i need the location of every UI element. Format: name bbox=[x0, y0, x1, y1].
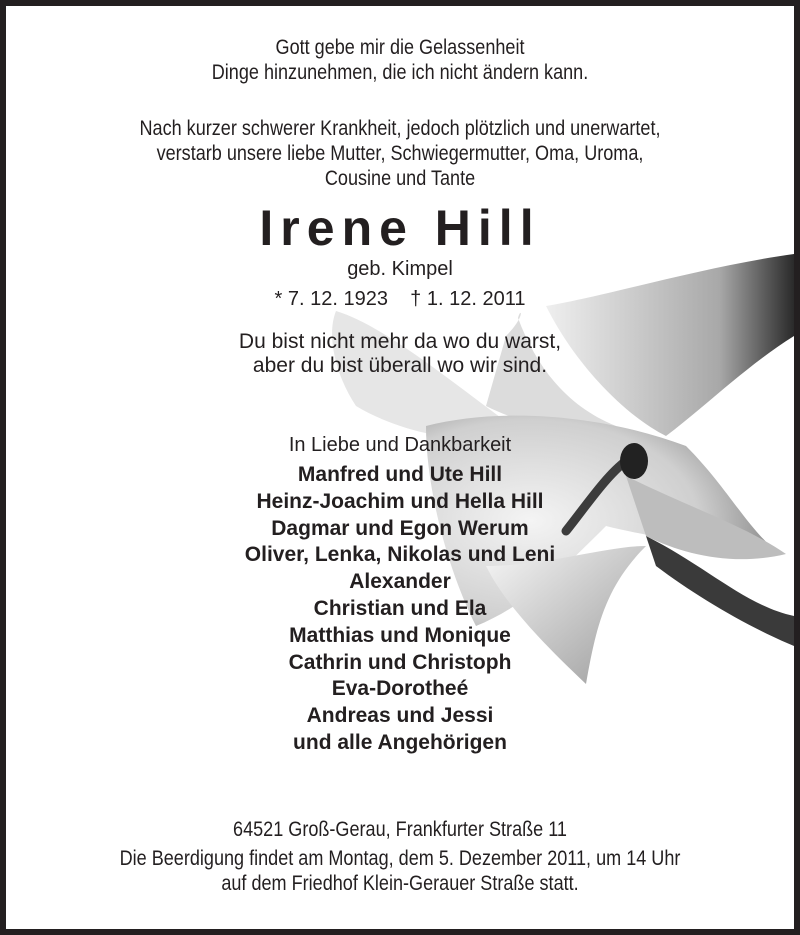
announcement-line: verstarb unsere liebe Mutter, Schwiegermutter, Oma, Uroma, bbox=[156, 142, 644, 165]
mourner-name: und alle Angehörigen bbox=[293, 730, 507, 754]
obituary-card bbox=[6, 6, 794, 929]
announcement bbox=[61, 116, 739, 191]
mourner-name: Christian und Ela bbox=[313, 596, 487, 620]
mourner-name: Heinz-Joachim und Hella Hill bbox=[256, 489, 544, 513]
mourners-intro: In Liebe und Dankbarkeit bbox=[288, 434, 512, 456]
quote bbox=[6, 330, 794, 378]
funeral-info bbox=[61, 846, 739, 896]
life-dates: * 7. 12. 1923 † 1. 12. 2011 bbox=[274, 288, 526, 310]
motto-line: Gott gebe mir die Gelassenheit bbox=[275, 36, 525, 59]
birth-name: geb. Kimpel bbox=[347, 258, 453, 280]
mourner-name: Manfred und Ute Hill bbox=[297, 463, 503, 486]
mourner-name: Andreas und Jessi bbox=[306, 704, 494, 728]
quote-line: aber du bist überall wo wir sind. bbox=[252, 354, 548, 377]
mourner-name: Cathrin und Christoph bbox=[288, 650, 512, 674]
funeral-line: Die Beerdigung findet am Montag, dem 5. Dezember 2011, um 14 Uhr bbox=[119, 847, 681, 870]
deceased-name: Irene Hill bbox=[259, 200, 541, 256]
announcement-line: Cousine und Tante bbox=[324, 167, 476, 190]
announcement-line: Nach kurzer schwerer Krankheit, jedoch plötzlich und unerwartet, bbox=[139, 117, 661, 140]
mourner-name: Eva-Dorotheé bbox=[331, 677, 469, 701]
mourner-name: Oliver, Lenka, Nikolas und Leni bbox=[244, 543, 556, 567]
mourner-name: Matthias und Monique bbox=[289, 623, 511, 647]
motto-line: Dinge hinzunehmen, die ich nicht ändern kann. bbox=[211, 61, 589, 84]
mourner-name: Alexander bbox=[349, 570, 451, 594]
motto bbox=[61, 36, 739, 85]
funeral-line: auf dem Friedhof Klein-Gerauer Straße statt. bbox=[221, 872, 579, 895]
quote-line: Du bist nicht mehr da wo du warst, bbox=[238, 330, 562, 353]
address: 64521 Groß-Gerau, Frankfurter Straße 11 bbox=[233, 818, 567, 841]
mourner-name: Dagmar und Egon Werum bbox=[271, 516, 529, 540]
mourners-list bbox=[6, 462, 794, 757]
